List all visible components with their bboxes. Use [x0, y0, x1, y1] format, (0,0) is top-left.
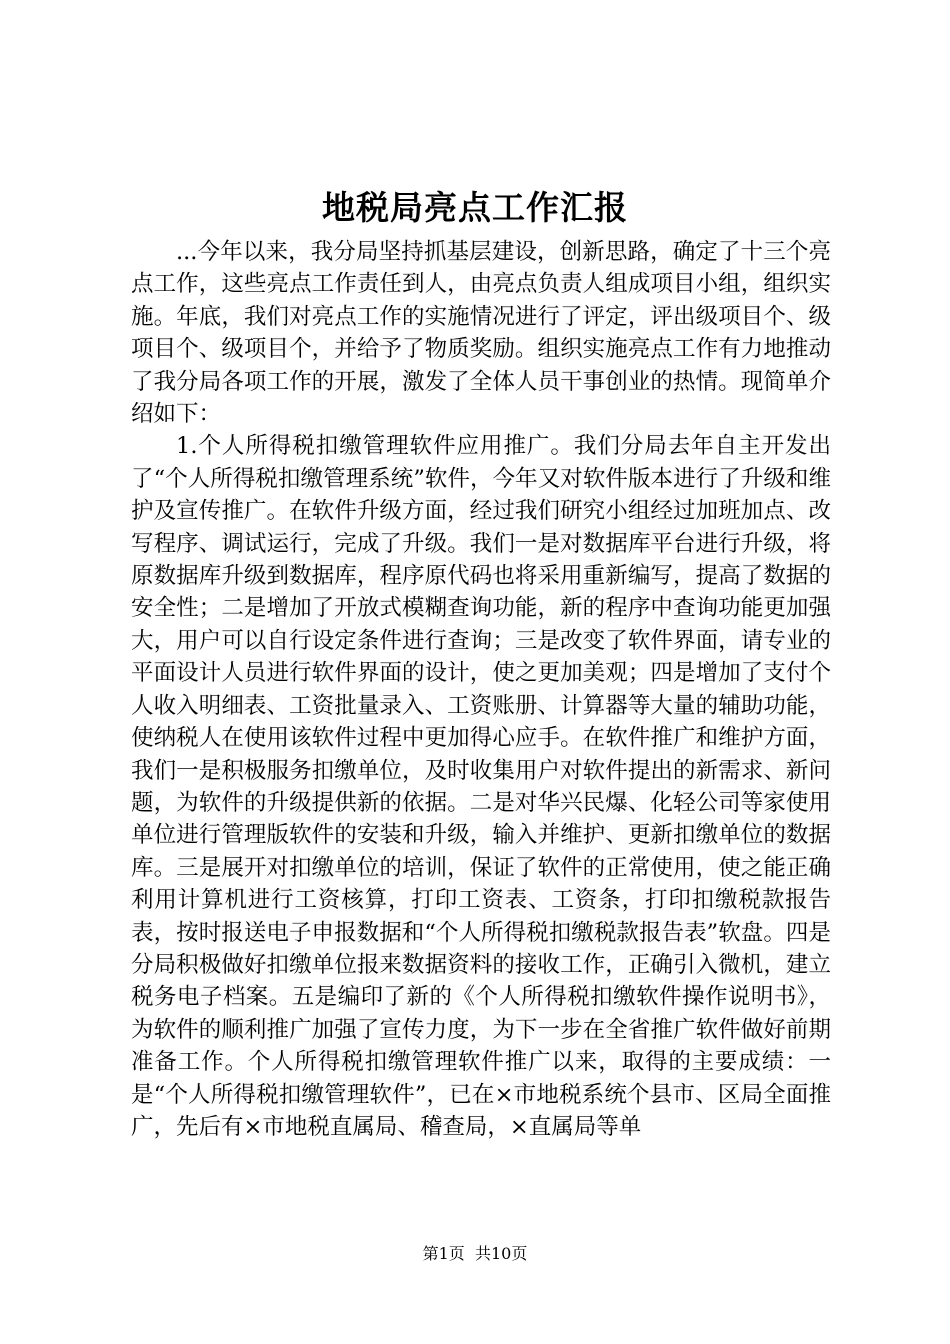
- footer-separator: [465, 1244, 475, 1263]
- body-paragraph-item-1: 1.个人所得税扣缴管理软件应用推广。我们分局去年自主开发出了“个人所得税扣缴管理系统”软件，今年又对软件版本进行了升级和维护及宣传推广。在软件升级方面，经过我们研究小组经过加班加点、改写程序、调试运行，完成了升级。我们一是对数据库平台进行升级，将原数据库升级到数据库，程序原代码也将采用重新编写，提高了数据的安全性；二是增加了开放式模糊查询功能，新的程序中查询功能更加强大，用户可以自行设定条件进行查询；三是改变了软件界面，请专业的平面设计人员进行软件界面的设计，使之更加美观；四是增加了支付个人收入明细表、工资批量录入、工资账册、计算器等大量的辅助功能，使纳税人在使用该软件过程中更加得心应手。在软件推广和维护方面，我们一是积极服务扣缴单位，及时收集用户对软件提出的新需求、新问题，为软件的升级提供新的依据。二是对华兴民爆、化轻公司等家使用单位进行管理版软件的安装和升级，输入并维护、更新扣缴单位的数据库。三是展开对扣缴单位的培训，保证了软件的正常使用，使之能正确利用计算机进行工资核算，打印工资表、工资条，打印扣缴税款报告表，按时报送电子申报数据和“个人所得税扣缴税款报告表”软盘。四是分局积极做好扣缴单位报来数据资料的接收工作，正确引入微机，建立税务电子档案。五是编印了新的《个人所得税扣缴软件操作说明书》，为软件的顺利推广加强了宣传力度，为下一步在全省推广软件做好前期准备工作。个人所得税扣缴管理软件推广以来，取得的主要成绩：一是“个人所得税扣缴管理软件”，已在×市地税系统个县市、区局全面推广，先后有×市地税直属局、稽查局，×直属局等单: [131, 433, 831, 1140]
- document-body: [131, 236, 831, 1143]
- body-paragraph-intro: ...今年以来，我分局坚持抓基层建设，创新思路，确定了十三个亮点工作，这些亮点工作责任到人，由亮点负责人组成项目小组，组织实施。年底，我们对亮点工作的实施情况进行了评定，评出级项目个、级项目个、级项目个，并给予了物质奖励。组织实施亮点工作有力地推动了我分局各项工作的开展，激发了全体人员干事创业的热情。现简单介绍如下：: [131, 239, 831, 428]
- page-number-current: 第1页: [422, 1244, 465, 1263]
- page-number-total: 共10页: [474, 1244, 528, 1263]
- document-title: 地税局亮点工作汇报: [322, 188, 628, 227]
- page-footer: [0, 1243, 950, 1265]
